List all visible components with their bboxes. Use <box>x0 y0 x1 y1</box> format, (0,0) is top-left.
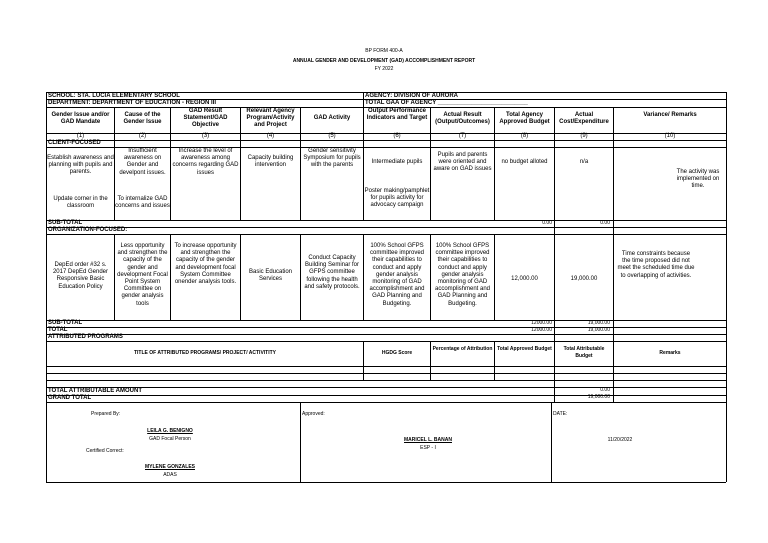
client-subtotal-actual: 0.00 <box>600 220 610 226</box>
col-num-6: (6) <box>393 133 401 139</box>
org-row1-remarks: Time constraints because the time proposed did not meet the scheduled time due to overlapping of activities. <box>617 251 695 279</box>
school-name: SCHOOL: STA. LUCIA ELEMENTARY SCHOOL <box>48 93 180 99</box>
fiscal-year: FY 2022 <box>374 66 394 72</box>
client-row1-result: Increase the level of awareness among concerns regarding GAD issues <box>172 148 239 176</box>
header-variance: Variance/ Remarks <box>643 112 697 118</box>
signatory-name-1: LEILA G. BENIGNO <box>147 428 193 434</box>
client-row2-gender-issue: Update corner in the classroom <box>53 196 108 210</box>
total-label: TOTAL <box>48 327 68 333</box>
org-row1-activity: Conduct Capacity Building Seminar for GFPS committee following the health and safety protocols. <box>304 255 360 290</box>
percentage-attribution-header: Percentage of Attribution <box>432 346 493 352</box>
client-row1-cause: Insufficient awareness on Gender and develpont issues. <box>119 148 166 176</box>
col-num-8: (8) <box>520 133 529 139</box>
attributed-label: ATTRIBUTED PROGRAMS <box>48 334 123 340</box>
client-row1-actual-result: Pupils and parents were oriented and aware on GAD issues <box>433 152 492 173</box>
org-subtotal-actual: 19,000.00 <box>587 320 610 326</box>
header-cause: Cause of the Gender Issue <box>123 112 162 126</box>
total-budget: 12000.00 <box>531 327 552 333</box>
col-num-3: (3) <box>201 133 210 139</box>
total-attributable-budget-header: Total Attributable Budget <box>563 346 605 359</box>
total-gaa: TOTAL GAA OF AGENCY ___________________________ <box>365 100 528 106</box>
grand-total-label: GRAND TOTAL <box>48 395 92 401</box>
org-subtotal-budget: 12000.00 <box>531 320 552 326</box>
attributed-title-header: TITLE OF ATTRIBUTED PROGRAMS/ PROJECT/ ACTIVITITY <box>133 350 277 356</box>
org-row1-actual: 19,000.00 <box>570 276 598 282</box>
col-num-5: (5) <box>328 133 336 139</box>
certified-correct-label: Certified Correct: <box>86 448 124 454</box>
prepared-by-label: Prepared By: <box>91 411 121 417</box>
signatory-role-2: ADAS <box>163 472 177 478</box>
org-row1-budget: 12,000.00 <box>511 276 538 282</box>
signatory-name-3: MARICEL L. BANAN <box>404 437 452 443</box>
org-focused-label: ORGANIZATION-FOCUSED: <box>48 227 128 233</box>
client-row1-gender-issue: Establish awareness and planning with pupils and parents. <box>47 155 114 176</box>
org-subtotal-label: SUB-TOTAL <box>48 320 83 326</box>
header-approved-budget: Total Agency Approved Budget <box>499 112 550 126</box>
signatory-role-1: GAD Focal Person <box>149 436 191 442</box>
department-name: DEPARTMENT: DEPARTMENT OF EDUCATION - REGION III <box>48 100 216 106</box>
header-relevant-program: Relevant Agency Program/Activity and Project <box>246 108 295 129</box>
org-row1-gender-issue: DepEd order #32 s. 2017 DepEd Gender Responsive Basic Education Policy <box>52 262 109 290</box>
org-row1-output: 100% School GFPS committee improved their capabilities to conduct and apply gender analysis monitoring of GAD accomplishment and GAD Planning and Budgeting. <box>369 243 425 307</box>
header-gender-issue: Gender Issue and/or GAD Mandate <box>51 112 110 126</box>
total-attributable-value: 0.00 <box>600 387 610 393</box>
header-actual-result: Actual Result (Output/Outcomes) <box>435 112 490 126</box>
col-num-10: (10) <box>664 133 676 139</box>
client-subtotal-budget: 0.00 <box>542 220 552 226</box>
col-num-2: (2) <box>138 133 147 139</box>
total-approved-budget-header: Total Approved Budget <box>497 346 552 352</box>
org-row1-program: Basic Education Services <box>248 269 293 283</box>
header-gad-result: GAD Result Statement/GAD Objective <box>183 108 228 129</box>
hgdg-score-header: HGDG Score <box>381 350 413 356</box>
client-row1-activity: Gender sensitivity Symposium for pupils with the parents <box>303 148 361 169</box>
client-row1-program: Capacity building intervention <box>247 155 294 169</box>
header-gad-activity: GAD Activity <box>313 115 351 121</box>
client-row1-output: Intermediate pupils <box>371 159 423 165</box>
total-actual: 19,000.00 <box>587 327 610 333</box>
approved-label: Approved: <box>302 411 325 417</box>
signatory-name-2: MYLENE GONZALES <box>144 464 195 470</box>
remarks-header: Remarks <box>659 350 681 356</box>
form-number: BP FORM 400-A <box>365 48 403 54</box>
client-row2-output: Poster making/pamphlet for pupils activity for advocacy campaign <box>364 188 430 209</box>
col-num-7: (7) <box>458 133 467 139</box>
client-row1-budget: no budget alloted <box>501 159 548 165</box>
col-num-9: (9) <box>580 133 588 139</box>
org-row1-actual-result: 100% School GFPS committee improved their capabilities to conduct and apply gender analysis monitoring of GAD accomplishment and GAD Planning and Budgeting. <box>434 243 491 307</box>
agency-name: AGENCY: DIVISION OF AURORA <box>365 93 459 99</box>
col-num-4: (4) <box>266 133 275 139</box>
client-subtotal-label: SUB-TOTAL <box>48 220 83 226</box>
signatory-role-3: ESP - I <box>420 445 436 451</box>
total-attributable-label: TOTAL ATTRIBUTABLE AMOUNT <box>48 388 142 394</box>
header-actual-cost: Actual Cost/Expenditure <box>559 112 609 126</box>
org-row1-cause: Less opportunity and strengthen the capacity of the gender and development Focal Point System Committee on gender analysis tools <box>117 243 168 307</box>
header-output-indicators: Output Performance Indicators and Target <box>366 108 428 122</box>
grand-total-value: 19,000.00 <box>587 394 610 400</box>
client-focused-label: CLIENT-FOCUSED <box>48 140 101 146</box>
report-title: ANNUAL GENDER AND DEVELOPMENT (GAD) ACCOMPLISHMENT REPORT <box>292 58 476 64</box>
client-row2-cause: To internalize GAD concerns and issues <box>115 196 170 210</box>
client-row1-remarks: The activity was implemented on time. <box>676 169 720 190</box>
org-row1-result: To increase opportunity and strengthen the capacity of the gender and development focal System Committee onender analysis tools. <box>174 243 237 286</box>
col-num-1: (1) <box>76 133 85 139</box>
client-row1-actual: n/a <box>579 159 589 165</box>
report-date: 11/20/2022 <box>607 437 633 443</box>
date-label: DATE: <box>553 411 568 417</box>
